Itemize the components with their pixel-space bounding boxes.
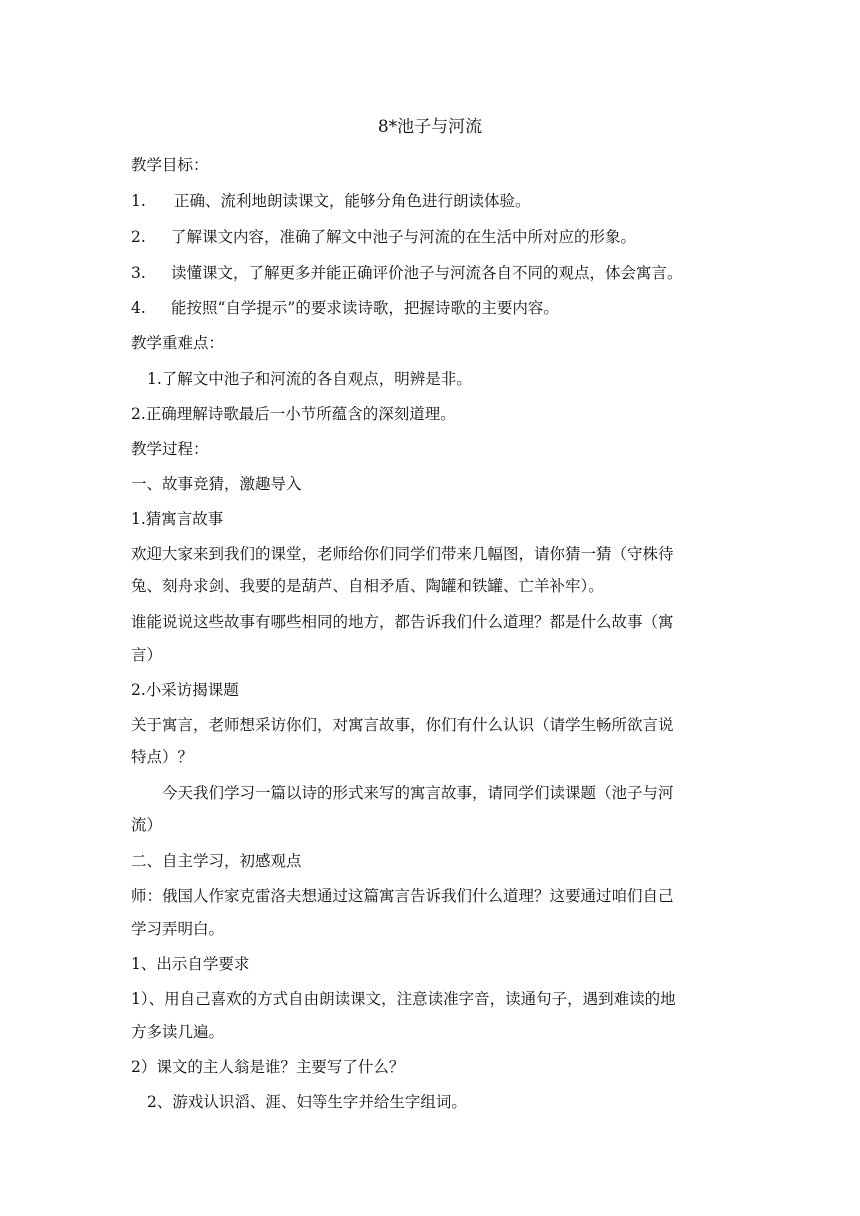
- paragraph-line: 学习弄明白。: [131, 920, 225, 938]
- document-title: 8*池子与河流: [377, 117, 483, 137]
- process-heading: 一、故事竞猜，激趣导入: [131, 475, 302, 493]
- process-subheading: 2.小采访揭课题: [131, 681, 239, 699]
- paragraph-line: 言）: [131, 646, 163, 664]
- process-subheading: 1.猜寓言故事: [131, 510, 224, 528]
- paragraph-line: 今天我们学习一篇以诗的形式来写的寓言故事，请同学们读课题（池子与河: [162, 784, 674, 802]
- paragraph-line: 2）课文的主人翁是谁？主要写了什么？: [131, 1058, 405, 1076]
- objective-item: [131, 189, 531, 213]
- objective-text: 能按照“自学提示”的要求读诗歌，把握诗歌的主要内容。: [171, 299, 559, 317]
- section-heading-process: 教学过程：: [131, 440, 209, 458]
- paragraph-line: 兔、刻舟求剑、我要的是葫芦、自相矛盾、陶罐和铁罐、亡羊补牢）。: [131, 577, 604, 595]
- objective-number: 2.: [131, 228, 146, 246]
- paragraph-line: 谁能说说这些故事有哪些相同的地方，都告诉我们什么道理？都是什么故事（寓: [131, 613, 674, 631]
- objective-number: 4.: [131, 299, 146, 317]
- paragraph-line: 关于寓言，老师想采访你们，对寓言故事，你们有什么认识（请学生畅所欲言说: [131, 716, 674, 734]
- process-subheading: 1、出示自学要求: [131, 955, 250, 973]
- section-heading-key-points: 教学重难点：: [131, 334, 225, 352]
- paragraph-line: 师：俄国人作家克雷洛夫想通过这篇寓言告诉我们什么道理？这要通过咱们自己: [131, 887, 674, 905]
- paragraph-line: 欢迎大家来到我们的课堂，老师给你们同学们带来几幅图，请你猜一猜（守株待: [131, 545, 674, 563]
- paragraph-line: 特点）？: [131, 748, 194, 766]
- paragraph-line: 2、游戏认识滔、涯、妇等生字并给生字组词。: [147, 1093, 467, 1111]
- objective-item: [131, 296, 559, 320]
- paragraph-line: 流）: [131, 816, 163, 834]
- objective-text: 正确、流利地朗读课文，能够分角色进行朗读体验。: [174, 192, 531, 210]
- section-heading-objectives: 教学目标：: [131, 156, 209, 174]
- paragraph-line: 方多读几遍。: [131, 1023, 225, 1041]
- process-heading: 二、自主学习，初感观点: [131, 852, 302, 870]
- objective-item: [131, 225, 636, 249]
- paragraph-line: 1）、用自己喜欢的方式自由朗读课文，注意读准字音，读通句子，遇到难读的地: [131, 990, 676, 1008]
- key-point-item: 2.正确理解诗歌最后一小节所蕴含的深刻道理。: [131, 405, 456, 423]
- objective-number: 1.: [131, 192, 146, 210]
- objective-text: 读懂课文，了解更多并能正确评价池子与河流各自不同的观点，体会寓言。: [171, 264, 683, 282]
- key-point-item: 1.了解文中池子和河流的各自观点，明辨是非。: [147, 370, 472, 388]
- objective-number: 3.: [131, 264, 146, 282]
- objective-item: [131, 261, 683, 285]
- objective-text: 了解课文内容，准确了解文中池子与河流的在生活中所对应的形象。: [171, 228, 637, 246]
